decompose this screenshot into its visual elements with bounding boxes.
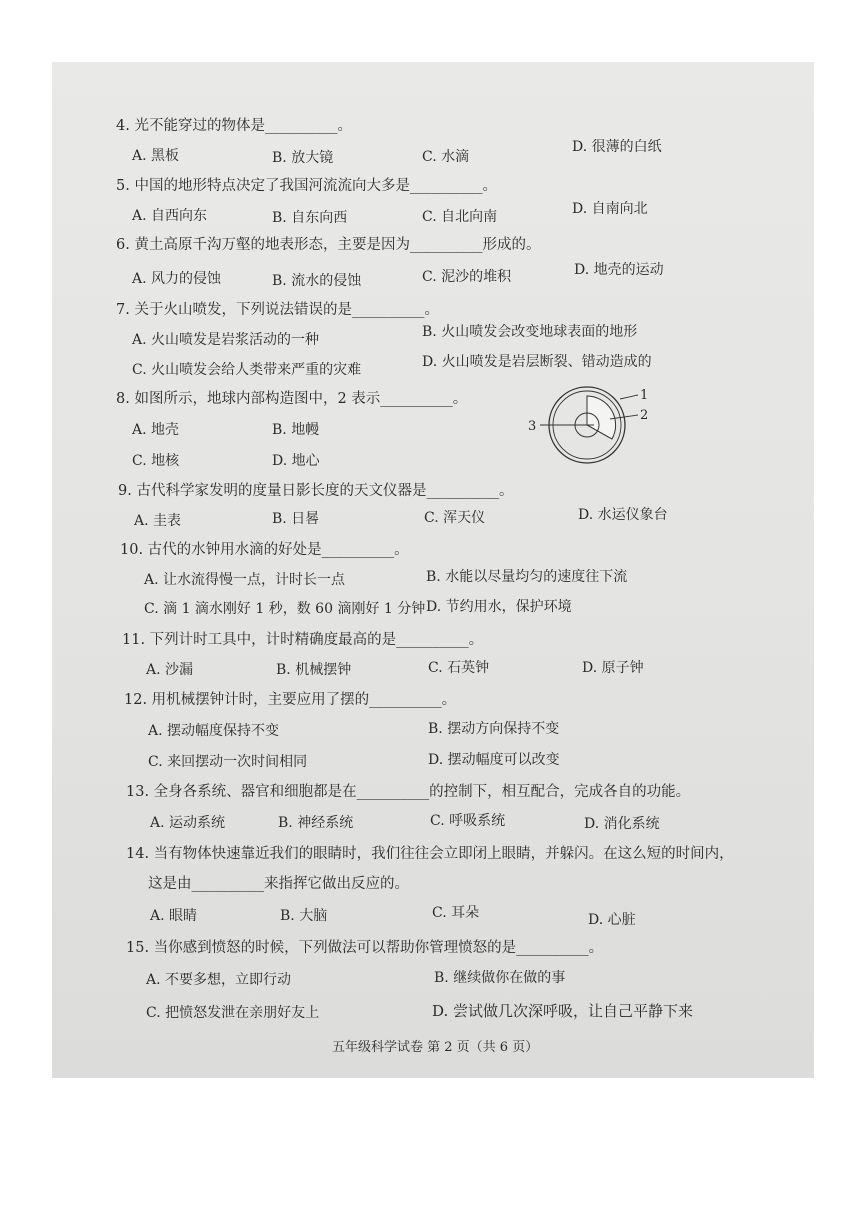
- question-15-option-a: A. 不要多想，立即行动: [146, 972, 292, 988]
- question-13-option-d: D. 消化系统: [584, 816, 660, 832]
- question-13-option-a: A. 运动系统: [150, 815, 226, 831]
- question-11-stem: 11. 下列计时工具中，计时精确度最高的是__________。: [122, 632, 484, 648]
- question-8-option-d: D. 地心: [272, 453, 320, 469]
- diagram-label-3: 3: [528, 419, 537, 434]
- question-15-option-b: B. 继续做你在做的事: [434, 970, 566, 986]
- question-7-option-c: C. 火山喷发会给人类带来严重的灾难: [132, 362, 362, 378]
- question-14-stem-line2: 这是由__________来指挥它做出反应的。: [148, 876, 409, 892]
- question-14-stem: 14. 当有物体快速靠近我们的眼睛时，我们往往会立即闭上眼睛，并躲闪。在这么短的时间内，: [126, 846, 734, 862]
- diagram-label-2: 2: [640, 408, 649, 423]
- question-11-option-b: B. 机械摆钟: [276, 662, 352, 678]
- earth-structure-diagram: [522, 382, 662, 468]
- question-14-option-a: A. 眼睛: [150, 908, 198, 924]
- question-9-stem: 9. 古代科学家发明的度量日影长度的天文仪器是__________。: [118, 483, 514, 499]
- question-7-option-a: A. 火山喷发是岩浆活动的一种: [132, 332, 320, 348]
- question-6-option-c: C. 泥沙的堆积: [422, 269, 512, 285]
- question-15-option-d: D. 尝试做几次深呼吸，让自己平静下来: [432, 1002, 694, 1020]
- question-7-option-d: D. 火山喷发是岩层断裂、错动造成的: [422, 354, 652, 370]
- question-9-option-b: B. 日晷: [272, 511, 320, 527]
- question-8-stem: 8. 如图所示，地球内部构造图中，2 表示__________。: [116, 391, 468, 407]
- question-7-stem: 7. 关于火山喷发，下列说法错误的是__________。: [116, 302, 439, 318]
- question-6-option-d: D. 地壳的运动: [574, 262, 664, 278]
- question-4-stem: 4. 光不能穿过的物体是__________。: [116, 118, 352, 134]
- question-13-option-b: B. 神经系统: [278, 815, 354, 831]
- question-5-option-c: C. 自北向南: [422, 209, 498, 225]
- question-8-option-b: B. 地幔: [272, 422, 320, 438]
- question-15-stem: 15. 当你感到愤怒的时候，下列做法可以帮助你管理愤怒的是__________。: [126, 940, 604, 956]
- question-6-stem: 6. 黄土高原千沟万壑的地表形态，主要是因为__________形成的。: [116, 237, 541, 253]
- question-5-option-b: B. 自东向西: [272, 210, 348, 226]
- question-11-option-d: D. 原子钟: [582, 660, 644, 676]
- question-15-option-c: C. 把愤怒发泄在亲朋好友上: [146, 1005, 320, 1021]
- question-12-option-b: B. 摆动方向保持不变: [428, 721, 560, 737]
- question-5-stem: 5. 中国的地形特点决定了我国河流流向大多是__________。: [116, 178, 497, 194]
- question-10-option-a: A. 让水流得慢一点，计时长一点: [144, 572, 346, 588]
- question-14-option-d: D. 心脏: [588, 912, 636, 928]
- question-12-option-a: A. 摆动幅度保持不变: [148, 723, 280, 739]
- question-4-option-a: A. 黑板: [132, 148, 180, 164]
- exam-page: [52, 62, 814, 1078]
- question-13-option-c: C. 呼吸系统: [430, 813, 506, 829]
- question-6-option-b: B. 流水的侵蚀: [272, 273, 362, 289]
- question-9-option-d: D. 水运仪象台: [578, 507, 668, 523]
- question-10-option-c: C. 滴 1 滴水刚好 1 秒，数 60 滴刚好 1 分钟: [144, 601, 426, 617]
- question-14-option-c: C. 耳朵: [432, 905, 480, 921]
- question-8-option-a: A. 地壳: [132, 422, 180, 438]
- label-1-leader: [620, 395, 638, 399]
- question-10-option-b: B. 水能以尽量均匀的速度往下流: [426, 569, 628, 585]
- question-7-option-b: B. 火山喷发会改变地球表面的地形: [422, 324, 638, 340]
- question-11-option-a: A. 沙漏: [146, 662, 194, 678]
- page-footer: 五年级科学试卷 第 2 页（共 6 页）: [332, 1040, 539, 1055]
- question-6-option-a: A. 风力的侵蚀: [132, 271, 222, 287]
- question-12-option-d: D. 摆动幅度可以改变: [428, 752, 560, 768]
- question-9-option-c: C. 浑天仪: [424, 510, 486, 526]
- question-10-option-d: D. 节约用水，保护环境: [426, 599, 572, 615]
- question-9-option-a: A. 圭表: [134, 513, 182, 529]
- question-5-option-d: D. 自南向北: [572, 201, 648, 217]
- question-4-option-b: B. 放大镜: [272, 150, 334, 166]
- question-12-stem: 12. 用机械摆钟计时，主要应用了摆的__________。: [124, 692, 457, 708]
- question-5-option-a: A. 自西向东: [132, 208, 208, 224]
- question-13-stem: 13. 全身各系统、器官和细胞都是在__________的控制下，相互配合，完成各自的功能。: [126, 784, 691, 800]
- question-4-option-c: C. 水滴: [422, 149, 470, 165]
- question-8-option-c: C. 地核: [132, 453, 180, 469]
- question-10-stem: 10. 古代的水钟用水滴的好处是__________。: [120, 542, 409, 558]
- question-14-option-b: B. 大脑: [280, 908, 328, 924]
- question-12-option-c: C. 来回摆动一次时间相同: [148, 754, 308, 770]
- question-4-option-d: D. 很薄的白纸: [572, 139, 662, 155]
- diagram-label-1: 1: [640, 388, 649, 403]
- question-11-option-c: C. 石英钟: [428, 660, 490, 676]
